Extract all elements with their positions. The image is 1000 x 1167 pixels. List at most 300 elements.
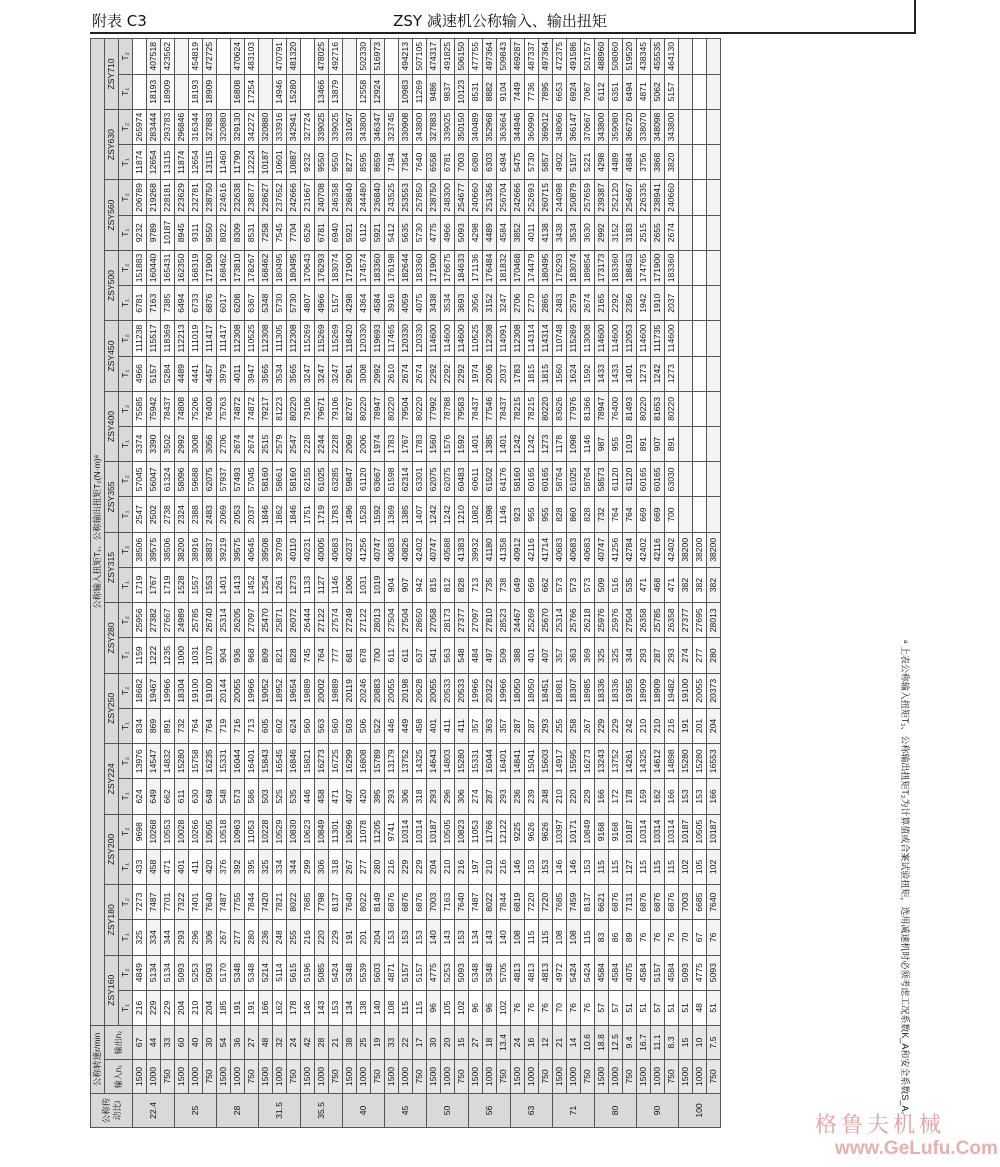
t2-cell: 7487	[147, 885, 161, 920]
t1-cell: 2037	[245, 497, 259, 532]
output-speed-cell: 10.6	[581, 1025, 595, 1059]
t1-cell: 6351	[609, 74, 623, 109]
t2-cell: 6685	[693, 885, 707, 920]
t1-cell: 216	[385, 849, 399, 884]
t1-cell: 140	[497, 920, 511, 955]
t1-cell: 115	[637, 849, 651, 884]
t2-cell: 20055	[427, 673, 441, 708]
t2-cell: 232638	[231, 180, 245, 215]
t2-cell: 81653	[651, 391, 665, 426]
t1-cell: 108	[511, 920, 525, 955]
t1-cell: 4584	[623, 145, 637, 180]
t2-cell: 497364	[483, 39, 497, 75]
t2-cell: 59847	[343, 462, 357, 497]
t1-cell: 115	[595, 849, 609, 884]
t2-cell: 5157	[399, 955, 413, 990]
t2-cell: 75585	[133, 391, 147, 426]
t1-cell: 904	[385, 567, 399, 602]
t2-cell: 501757	[581, 39, 595, 75]
input-speed-cell: 1500	[301, 1060, 315, 1094]
t2-cell: 497364	[539, 39, 553, 75]
t1-cell: 178	[623, 779, 637, 814]
t2-cell: 5170	[217, 955, 231, 990]
input-speed-cell: 750	[707, 1060, 721, 1094]
t2-cell: 183074	[329, 250, 343, 285]
t2-cell: 340489	[469, 109, 483, 144]
t1-cell: 12654	[189, 145, 203, 180]
output-speed-cell: 16.7	[637, 1025, 651, 1059]
t1-cell: 936	[231, 638, 245, 673]
t2-cell: 256704	[497, 180, 511, 215]
t1-header: T₁	[119, 708, 133, 743]
t2-cell: 183360	[371, 250, 385, 285]
t2-cell: 14261	[623, 744, 637, 779]
t2-header: T₂	[119, 391, 133, 426]
t2-cell: 244098	[553, 180, 567, 215]
t1-cell: 11874	[175, 145, 189, 180]
t1-cell	[693, 356, 707, 391]
t1-cell: 407	[343, 779, 357, 814]
t1-cell: 6558	[427, 145, 441, 180]
t2-cell: 40683	[567, 532, 581, 567]
t2-cell: 115269	[315, 321, 329, 356]
t2-cell: 5705	[497, 955, 511, 990]
t2-cell: 178267	[245, 250, 259, 285]
t1-cell: 229	[329, 920, 343, 955]
t1-cell: 11790	[231, 145, 245, 180]
table-row	[133, 39, 147, 1128]
t2-cell: 228627	[259, 180, 273, 215]
t2-cell: 77992	[427, 391, 441, 426]
t1-cell: 1560	[553, 356, 567, 391]
t1-cell: 143	[441, 920, 455, 955]
t2-cell: 39575	[147, 532, 161, 567]
t1-cell: 15280	[287, 74, 301, 109]
input-speed-cell: 750	[203, 1060, 217, 1094]
t1-cell: 293	[539, 708, 553, 743]
t2-cell: 18952	[273, 673, 287, 708]
t2-cell: 14612	[651, 744, 665, 779]
t1-cell: 239	[525, 779, 539, 814]
t1-cell: 9232	[133, 215, 147, 250]
t1-cell: 382	[693, 567, 707, 602]
t1-cell: 449	[399, 708, 413, 743]
t1-cell: 573	[581, 567, 595, 602]
t2-cell: 41714	[539, 532, 553, 567]
t2-cell: 506150	[455, 39, 469, 75]
t1-cell: 446	[385, 708, 399, 743]
t2-cell: 8137	[581, 885, 595, 920]
t1-cell: 484	[469, 638, 483, 673]
table-row	[567, 39, 581, 1128]
t1-cell: 216	[133, 990, 147, 1025]
t1-cell: 5157	[567, 145, 581, 180]
t1-cell: 968	[245, 638, 259, 673]
t2-cell: 42402	[413, 532, 427, 567]
t2-cell: 492716	[329, 39, 343, 75]
t1-cell: 13466	[315, 74, 329, 109]
t2-cell: 19966	[497, 673, 511, 708]
t1-cell	[693, 427, 707, 462]
t2-cell: 41358	[497, 532, 511, 567]
t2-cell: 78437	[497, 391, 511, 426]
t1-cell: 2006	[357, 427, 371, 462]
t2-cell: 16299	[343, 744, 357, 779]
t2-cell: 80220	[385, 391, 399, 426]
t2-cell: 4849	[133, 955, 147, 990]
t1-cell: 821	[273, 638, 287, 673]
t2-cell	[133, 39, 147, 75]
t1-cell: 411	[455, 708, 469, 743]
t1-cell: 1910	[651, 286, 665, 321]
t2-cell: 9698	[133, 814, 147, 849]
t1-cell: 1433	[609, 356, 623, 391]
t2-cell: 206789	[133, 180, 147, 215]
output-speed-cell: 48	[259, 1025, 273, 1059]
t1-cell	[679, 286, 693, 321]
t1-cell: 1098	[567, 427, 581, 462]
model-header: ZSY400	[105, 391, 119, 461]
t1-cell: 115	[399, 990, 413, 1025]
t2-cell: 4775	[427, 955, 441, 990]
t1-cell: 267	[343, 849, 357, 884]
t2-cell: 26358	[665, 603, 679, 638]
t1-cell: 51	[623, 990, 637, 1025]
t2-cell: 120330	[399, 321, 413, 356]
t1-cell: 48	[693, 990, 707, 1025]
header-rule	[90, 32, 916, 34]
t2-cell: 10187	[427, 814, 441, 849]
t-header-row	[119, 39, 133, 1128]
t2-cell: 238750	[203, 180, 217, 215]
t2-cell: 7401	[189, 885, 203, 920]
t1-cell: 624	[287, 708, 301, 743]
t2-cell: 42116	[525, 532, 539, 567]
t2-cell: 257850	[413, 180, 427, 215]
model-header: ZSY160	[105, 955, 119, 1025]
t1-cell: 102	[679, 849, 693, 884]
t1-cell: 955	[609, 427, 623, 462]
t2-cell: 114600	[665, 321, 679, 356]
t1-cell: 649	[147, 779, 161, 814]
t2-cell: 10505	[203, 814, 217, 849]
t2-cell: 15331	[469, 744, 483, 779]
t1-cell: 2865	[539, 286, 553, 321]
t1-cell: 18193	[189, 74, 203, 109]
t1-cell: 204	[707, 708, 721, 743]
t1-cell: 388	[511, 638, 525, 673]
t2-cell: 472725	[203, 39, 217, 75]
t1-cell: 5730	[273, 286, 287, 321]
t1-cell: 1452	[245, 567, 259, 602]
output-speed-cell: 27	[469, 1025, 483, 1059]
t2-cell: 74808	[175, 391, 189, 426]
t2-cell	[385, 39, 399, 75]
t2-cell: 19482	[665, 673, 679, 708]
t2-cell: 481320	[287, 39, 301, 75]
t1-cell: 4011	[525, 215, 539, 250]
t1-cell: 1413	[231, 567, 245, 602]
t2-cell	[343, 39, 357, 75]
t2-cell: 19966	[245, 673, 259, 708]
t1-cell: 134	[343, 990, 357, 1025]
t2-cell: 472375	[553, 39, 567, 75]
t2-cell: 483103	[245, 39, 259, 75]
output-speed-cell: 10	[693, 1025, 707, 1059]
t2-cell: 40747	[595, 532, 609, 567]
t2-cell: 243525	[385, 180, 399, 215]
t1-cell: 7736	[525, 74, 539, 109]
t2-cell: 41256	[357, 532, 371, 567]
t2-cell: 25670	[539, 603, 553, 638]
t2-cell	[679, 250, 693, 285]
t1-cell: 185	[217, 990, 231, 1025]
t2-cell: 5214	[259, 955, 273, 990]
t1-cell: 3534	[273, 356, 287, 391]
t1-cell: 178	[287, 990, 301, 1025]
t2-cell: 252693	[525, 180, 539, 215]
t1-cell	[175, 74, 189, 109]
t1-cell: 1146	[581, 427, 595, 462]
t2-cell: 180495	[273, 250, 287, 285]
t2-cell: 60165	[637, 462, 651, 497]
t1-cell: 1719	[161, 567, 175, 602]
t2-cell: 10849	[315, 814, 329, 849]
t1-cell	[259, 74, 273, 109]
t1-cell: 325	[259, 849, 273, 884]
t1-cell: 10601	[273, 145, 287, 180]
t2-cell: 27122	[315, 603, 329, 638]
ratio-cell: 56	[469, 1094, 511, 1128]
t1-header: T₁	[119, 990, 133, 1025]
t1-cell: 3056	[469, 286, 483, 321]
t2-cell: 7163	[441, 885, 455, 920]
t1-cell: 369	[581, 638, 595, 673]
t1-cell: 764	[609, 497, 623, 532]
t1-cell: 732	[595, 497, 609, 532]
input-speed-cell: 1500	[427, 1060, 441, 1094]
t1-cell: 1783	[329, 497, 343, 532]
t2-cell: 173810	[231, 250, 245, 285]
t1-cell: 293	[427, 779, 441, 814]
t2-cell: 5093	[707, 955, 721, 990]
input-speed-cell: 750	[581, 1060, 595, 1094]
t1-cell: 10123	[455, 74, 469, 109]
t2-cell: 181832	[497, 250, 511, 285]
t1-cell: 267	[581, 708, 595, 743]
table-row	[637, 39, 651, 1128]
t1-cell: 191	[679, 708, 693, 743]
t2-cell: 7755	[231, 885, 245, 920]
t1-cell: 2502	[147, 497, 161, 532]
t2-cell	[693, 109, 707, 144]
t1-cell: 277	[693, 638, 707, 673]
t1-cell: 6208	[231, 286, 245, 321]
t1-cell	[707, 215, 721, 250]
t1-cell: 57	[609, 990, 623, 1025]
t2-cell: 20144	[217, 673, 231, 708]
t1-cell: 1133	[301, 567, 315, 602]
t1-cell: 115	[665, 849, 679, 884]
t1-cell: 6781	[133, 286, 147, 321]
t2-cell: 16401	[245, 744, 259, 779]
t2-cell: 469287	[511, 39, 525, 75]
t1-cell: 162	[651, 779, 665, 814]
model-header: ZSY710	[105, 39, 119, 110]
t1-cell: 3247	[315, 356, 329, 391]
table-row	[189, 39, 203, 1128]
t2-cell: 78437	[161, 391, 175, 426]
t2-header: T₂	[119, 885, 133, 920]
t2-cell: 470791	[273, 39, 287, 75]
t1-header: T₁	[119, 286, 133, 321]
t1-cell: 3247	[301, 356, 315, 391]
t2-cell: 76400	[203, 391, 217, 426]
t1-cell: 834	[133, 708, 147, 743]
t1-cell: 637	[413, 638, 427, 673]
t2-cell: 20198	[399, 673, 413, 708]
t1-cell: 14946	[273, 74, 287, 109]
t1-cell: 197	[469, 849, 483, 884]
t1-cell: 2674	[231, 427, 245, 462]
t2-cell: 19355	[623, 673, 637, 708]
t1-cell: 458	[315, 779, 329, 814]
t2-cell: 10187	[679, 814, 693, 849]
t1-cell: 96	[427, 990, 441, 1025]
t2-cell: 9626	[539, 814, 553, 849]
t2-cell: 62314	[399, 462, 413, 497]
output-speed-cell: 42	[301, 1025, 315, 1059]
t2-cell: 360990	[525, 109, 539, 144]
output-speed-cell: 33	[385, 1025, 399, 1059]
t1-cell: 9550	[203, 215, 217, 250]
t2-cell	[707, 109, 721, 144]
input-speed-cell: 1000	[609, 1060, 623, 1094]
t2-cell: 10228	[259, 814, 273, 849]
t1-cell: 6526	[301, 215, 315, 250]
t1-cell: 229	[413, 849, 427, 884]
t1-cell: 1553	[203, 567, 217, 602]
t2-cell: 7685	[301, 885, 315, 920]
t2-cell: 4075	[623, 955, 637, 990]
input-speed-cell: 1000	[399, 1060, 413, 1094]
t1-cell: 5412	[385, 215, 399, 250]
t1-cell: 5730	[413, 215, 427, 250]
table-row	[203, 39, 217, 1128]
t1-cell: 159	[637, 779, 651, 814]
t2-cell: 162350	[175, 250, 189, 285]
t2-cell: 370667	[581, 109, 595, 144]
t2-cell: 327883	[203, 109, 217, 144]
t2-cell: 27058	[427, 603, 441, 638]
t1-cell: 2228	[329, 427, 343, 462]
t1-cell: 210	[189, 990, 203, 1025]
table-row	[497, 39, 511, 1128]
t1-cell: 630	[189, 779, 203, 814]
t1-cell: 828	[287, 638, 301, 673]
table-row	[623, 39, 637, 1128]
t2-cell: 18451	[539, 673, 553, 708]
t2-cell: 114314	[539, 321, 553, 356]
t2-cell: 265974	[133, 109, 147, 144]
t1-cell: 4441	[189, 356, 203, 391]
output-speed-cell: 18.8	[595, 1025, 609, 1059]
t2-cell: 18336	[609, 673, 623, 708]
t1-cell: 602	[273, 708, 287, 743]
t1-cell: 907	[399, 567, 413, 602]
t2-cell: 62155	[301, 462, 315, 497]
t2-cell	[679, 109, 693, 144]
t1-cell: 2610	[385, 356, 399, 391]
t2-header: T₂	[119, 109, 133, 144]
t2-cell: 6876	[609, 885, 623, 920]
t2-cell: 171900	[651, 250, 665, 285]
t2-cell: 338070	[637, 109, 651, 144]
input-speed-cell: 1500	[511, 1060, 525, 1094]
t2-cell	[693, 180, 707, 215]
t1-cell	[693, 286, 707, 321]
model-header: ZSY180	[105, 885, 119, 955]
output-speed-cell: 20	[441, 1025, 455, 1059]
t2-cell: 63285	[329, 462, 343, 497]
t2-cell: 348098	[651, 109, 665, 144]
t2-cell: 27667	[161, 603, 175, 638]
output-speed-cell: 8.3	[665, 1025, 679, 1059]
t1-cell: 146	[301, 990, 315, 1025]
t2-cell: 180495	[539, 250, 553, 285]
t1-cell: 127	[623, 849, 637, 884]
t2-cell: 16808	[357, 744, 371, 779]
t1-cell: 4966	[133, 356, 147, 391]
output-speed-cell: 9.4	[623, 1025, 637, 1059]
t1-cell: 3534	[567, 215, 581, 250]
output-speed-cell: 7.5	[707, 1025, 721, 1059]
t2-cell	[693, 321, 707, 356]
t1-cell: 3247	[497, 286, 511, 321]
t1-cell: 745	[301, 638, 315, 673]
t1-cell: 942	[413, 567, 427, 602]
t1-cell: 1576	[441, 427, 455, 462]
t2-cell: 61025	[567, 462, 581, 497]
output-speed-cell: 12	[539, 1025, 553, 1059]
t1-cell: 6303	[483, 145, 497, 180]
t1-cell: 3183	[623, 215, 637, 250]
t2-cell: 5134	[147, 955, 161, 990]
t1-cell: 4966	[441, 215, 455, 250]
t2-cell: 38200	[707, 532, 721, 567]
output-speed-cell: 60	[175, 1025, 189, 1059]
t2-cell: 58096	[175, 462, 189, 497]
t1-cell: 9837	[441, 74, 455, 109]
t2-cell	[693, 250, 707, 285]
t1-cell	[301, 74, 315, 109]
t2-cell: 6876	[665, 885, 679, 920]
t1-cell: 277	[231, 920, 245, 955]
t2-cell: 26444	[301, 603, 315, 638]
t2-cell: 81366	[581, 391, 595, 426]
t2-cell: 240708	[315, 180, 329, 215]
t1-cell: 738	[497, 567, 511, 602]
t1-cell: 605	[259, 708, 273, 743]
t1-cell: 3693	[455, 286, 469, 321]
t2-cell: 519520	[623, 39, 637, 75]
t1-cell: 4489	[483, 215, 497, 250]
t2-cell: 343800	[595, 109, 609, 144]
t2-cell: 9168	[595, 814, 609, 849]
t2-cell: 6876	[385, 885, 399, 920]
t1-cell: 306	[203, 920, 217, 955]
t1-cell: 955	[539, 497, 553, 532]
